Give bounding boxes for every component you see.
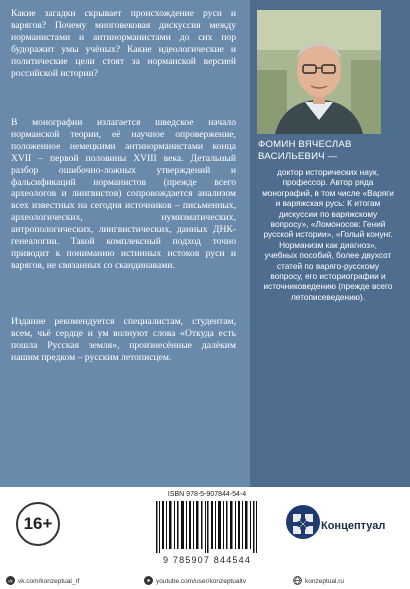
author-bio: доктор исторических наук, профессор. Автор ряда монографий, в том числе «Варяги и варяжская русь: К итогам дискуссии по варяжскому вопросу», «Ломоносов: Гений русской истории», «Голый конунг. Норманизм как диагноз», учебных пособий, более двухсот статей по варяго-русскому вопросу, его историографии и источниковедению (прежде всего летописеведению). bbox=[262, 167, 394, 302]
puzzle-globe-icon bbox=[283, 500, 323, 544]
description-paragraph-1: Какие загадки скрывает происхождение руси и варягов? Почему многовековая дискуссия между норманистами и антинорманистами до сих пор будоражит умы учёных? Какие идеологические и политические цели стоят за норманской версией российской истории? bbox=[11, 8, 236, 79]
barcode-digits: 9 785907 844544 bbox=[162, 555, 252, 565]
vk-link[interactable]: vk.com/konzeptual_rf bbox=[18, 578, 80, 585]
description-paragraph-2: В монографии излагается шведское начало норманской теории, её научное опровержение, положенное немецкими антинорманистами конца XVII – первой половины XVIII века. Детальный разбор ошибочно-ложных утверждений и фальсификаций норманистов (прежде всего археологов и лингвистов) сопровождается анализом всех известных на сегодня источников – письменных, археологических, нумизматических, антропологических, лингвистических, данных ДНК-генеалогии. Такой комплексный подход точно приводит к пониманию истинных истоков руси и варягов, не связанных со скандинавами. bbox=[11, 117, 236, 271]
youtube-icon bbox=[144, 576, 153, 585]
globe-icon bbox=[293, 576, 302, 585]
youtube-link[interactable]: youtube.com/user/konzeptualtv bbox=[156, 578, 246, 585]
barcode-block bbox=[148, 491, 266, 569]
vk-icon bbox=[6, 576, 15, 585]
publisher-name: Концептуал bbox=[321, 520, 386, 532]
publisher-logo bbox=[283, 500, 323, 544]
site-link[interactable]: konzeptual.ru bbox=[305, 578, 345, 585]
isbn-text: ISBN 978-5-907844-54-4 bbox=[167, 491, 247, 498]
author-name-line-2: ВАСИЛЬЕВИЧ — bbox=[258, 151, 338, 162]
barcode-icon bbox=[154, 501, 260, 553]
author-name bbox=[258, 139, 398, 163]
author-photo bbox=[257, 10, 381, 134]
footer-vk bbox=[6, 576, 79, 585]
footer-youtube bbox=[144, 576, 246, 585]
description-paragraph-3: Издание рекомендуется специалистам, студентам, всем, чьё сердце и ум волнуют слова «Откуда есть пошла Русская земля», произнесённые далёким нашим предком – русским летописцем. bbox=[11, 316, 236, 363]
author-name-line-1: ФОМИН ВЯЧЕСЛАВ bbox=[258, 139, 352, 150]
age-rating-badge: 16+ bbox=[16, 502, 60, 546]
footer-site bbox=[293, 576, 344, 585]
svg-text:vk: vk bbox=[8, 578, 13, 584]
